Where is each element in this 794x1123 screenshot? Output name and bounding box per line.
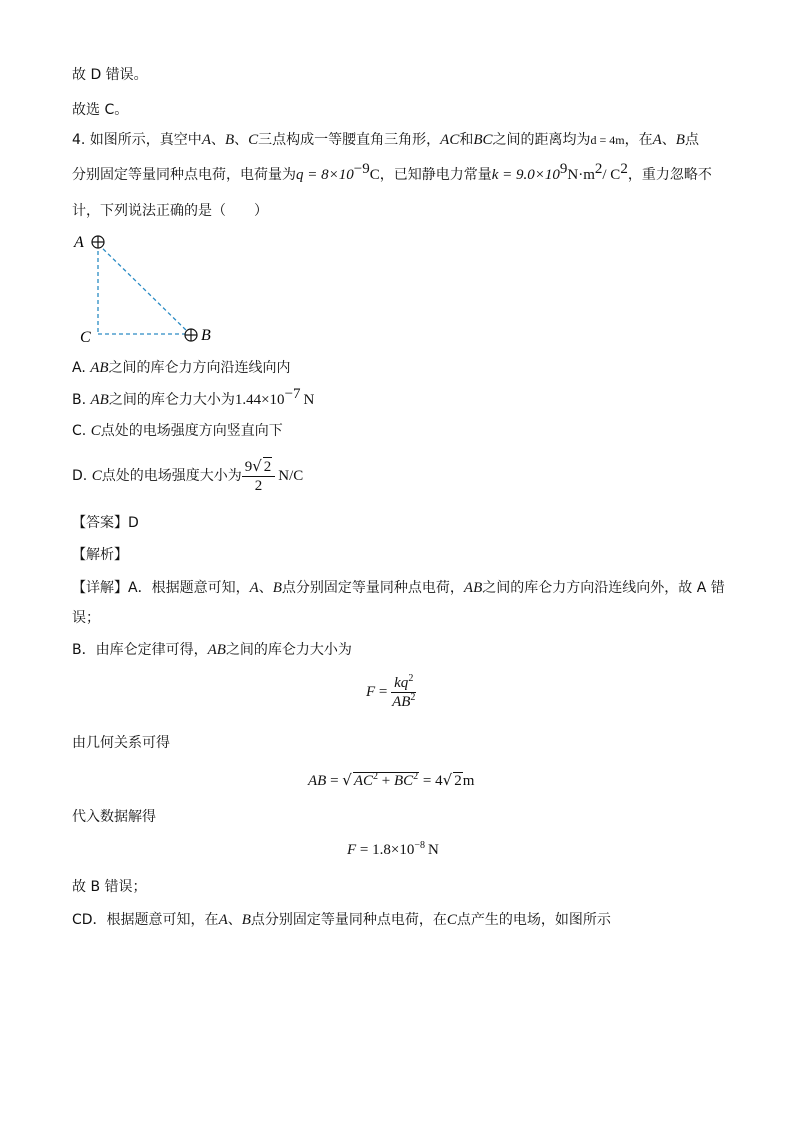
sqrt-icon: √ xyxy=(342,771,352,789)
detail-line-5: 代入数据解得 xyxy=(72,809,156,825)
line-prev-d: 故 D 错误。 xyxy=(72,67,148,83)
eq3-value: = 1.8×10 xyxy=(356,842,415,858)
detail-l7-c: 点产生的电场，如图所示 xyxy=(456,912,611,928)
eq2-equals: = xyxy=(326,773,343,789)
eq1-fraction xyxy=(391,674,416,711)
charge-b-icon xyxy=(185,329,197,341)
q-and: 和 xyxy=(459,132,474,148)
sqrt-icon: √ xyxy=(252,457,262,475)
eq1-equals: = xyxy=(375,683,392,700)
q-B2: B xyxy=(675,132,685,148)
q-d: d = 4m xyxy=(590,133,625,147)
eq2-unit: m xyxy=(462,773,475,789)
q-sep2: 、 xyxy=(234,132,249,148)
option-a-ab: AB xyxy=(90,360,109,376)
detail-line-4: 由几何关系可得 xyxy=(72,735,170,751)
detail-l7-B: B xyxy=(241,912,251,928)
detail-l3-b: 之间的库仑力大小为 xyxy=(225,642,352,658)
q2-k-exp2: 2 xyxy=(594,161,603,177)
detail-l7-C: C xyxy=(446,912,457,928)
detail-l7-sep: 、 xyxy=(227,912,242,928)
option-d-den: 2 xyxy=(254,478,263,494)
eq3-F: F xyxy=(347,842,357,858)
triangle-figure xyxy=(70,228,220,348)
q-BC: BC xyxy=(473,132,493,148)
label-a: A xyxy=(74,234,84,251)
option-a xyxy=(72,358,291,378)
q-mid2: 之间的距离均为 xyxy=(492,132,591,148)
q-A2: A xyxy=(652,132,662,148)
detail-l7-a: CD．根据题意可知，在 xyxy=(72,912,219,928)
answer-label: 【答案】 xyxy=(72,515,128,531)
option-b-text: 之间的库仑力大小为 xyxy=(108,392,235,408)
sqrt-icon: √ xyxy=(442,771,453,789)
question-line-2 xyxy=(72,161,712,185)
equation-geometry xyxy=(308,771,474,790)
label-b: B xyxy=(201,327,211,344)
detail-l3-a: B．由库仑定律可得， xyxy=(72,642,208,658)
eq2-ac: AC xyxy=(353,773,374,789)
q2-q-exp: −9 xyxy=(353,161,370,177)
q2-c: ，重力忽略不 xyxy=(627,167,712,183)
q2-k-exp3: 2 xyxy=(620,161,628,177)
eq1-den-exp: 2 xyxy=(410,692,416,703)
equation-coulomb xyxy=(366,674,416,711)
detail-l1-a: A．根据题意可知， xyxy=(128,580,250,596)
eq2-ac-exp: 2 xyxy=(373,771,379,782)
q2-k-exp: 9 xyxy=(559,161,568,177)
q-AC: AC xyxy=(440,132,460,148)
question-line-1 xyxy=(72,130,699,150)
option-d-prefix: D. xyxy=(72,468,92,484)
option-d-unit: N/C xyxy=(278,468,304,484)
label-c: C xyxy=(80,329,91,346)
option-c-c: C xyxy=(90,423,101,439)
option-d-text: 点处的电场强度大小为 xyxy=(101,468,242,484)
option-d-num-coef: 9 xyxy=(244,459,253,475)
detail-l1-AB: AB xyxy=(463,580,483,596)
q2-q: q = 8×10 xyxy=(296,167,354,183)
q-mid1: 三点构成一等腰直角三角形， xyxy=(258,132,441,148)
option-c-prefix: C. xyxy=(72,423,91,439)
q2-q-unit: C xyxy=(369,167,380,183)
answer-value: D xyxy=(128,515,139,531)
eq3-unit: N xyxy=(427,842,439,858)
eq1-num: kq xyxy=(394,675,409,691)
eq2-bc: BC xyxy=(394,773,414,789)
option-a-prefix: A. xyxy=(72,360,91,376)
eq2-bc-exp: 2 xyxy=(413,771,419,782)
detail-label: 【详解】 xyxy=(72,580,128,596)
option-c xyxy=(72,421,283,441)
detail-line-2: 误； xyxy=(72,610,100,626)
eq2-equals-2: = 4 xyxy=(419,773,443,789)
q-prefix: 4. 如图所示，真空中 xyxy=(72,132,202,148)
charge-a-icon xyxy=(92,236,104,248)
eq2-lhs: AB xyxy=(308,773,327,789)
eq1-num-exp: 2 xyxy=(408,673,414,684)
option-b-prefix: B. xyxy=(72,392,91,408)
answer-line xyxy=(72,513,139,533)
q2-k-unit: N·m xyxy=(567,167,595,183)
q-A: A xyxy=(201,132,211,148)
line-ab xyxy=(98,244,190,334)
option-b-unit: N xyxy=(303,392,315,408)
option-d-num-rad: 2 xyxy=(263,459,272,475)
q-sep3: 、 xyxy=(661,132,676,148)
detail-line-1 xyxy=(72,578,725,598)
q2-a: 分别固定等量同种点电荷，电荷量为 xyxy=(72,167,296,183)
detail-l3-AB: AB xyxy=(207,642,226,658)
eq1-F: F xyxy=(366,683,376,700)
eq1-den: AB xyxy=(392,694,411,710)
q2-k-unit2: / C xyxy=(602,167,621,183)
detail-l1-A: A xyxy=(249,580,259,596)
option-d-c: C xyxy=(91,468,102,484)
q-mid3: ，在 xyxy=(624,132,653,148)
detail-l7-A: A xyxy=(218,912,228,928)
eq2-rad: 2 xyxy=(454,773,462,789)
line-choose-c: 故选 C。 xyxy=(72,102,129,118)
detail-l1-sep: 、 xyxy=(258,580,273,596)
option-a-text: 之间的库仑力方向沿连线向内 xyxy=(108,360,291,376)
q-B: B xyxy=(224,132,235,148)
detail-line-7 xyxy=(72,910,611,930)
detail-line-6: 故 B 错误； xyxy=(72,879,147,895)
option-b-exp: −7 xyxy=(284,386,301,402)
q-sep1: 、 xyxy=(210,132,225,148)
option-d xyxy=(72,456,303,496)
detail-line-3 xyxy=(72,640,352,660)
q-end1: 点 xyxy=(684,132,699,148)
eq2-plus: + xyxy=(378,773,394,789)
analysis-label: 【解析】 xyxy=(72,547,128,563)
detail-l1-B: B xyxy=(272,580,282,596)
option-c-text: 点处的电场强度方向竖直向下 xyxy=(100,423,283,439)
q-C: C xyxy=(248,132,259,148)
q2-b: ，已知静电力常量 xyxy=(379,167,492,183)
detail-l1-b: 点分别固定等量同种点电荷， xyxy=(281,580,464,596)
option-b xyxy=(72,386,315,410)
option-b-ab: AB xyxy=(90,392,109,408)
question-line-3: 计，下列说法正确的是（ ） xyxy=(72,203,268,219)
eq3-exp: −8 xyxy=(414,840,425,851)
detail-l7-b: 点分别固定等量同种点电荷，在 xyxy=(250,912,447,928)
option-d-fraction xyxy=(242,457,276,495)
q2-k: k = 9.0×10 xyxy=(491,167,560,183)
equation-result xyxy=(347,842,439,859)
option-b-value: 1.44×10 xyxy=(234,392,285,408)
detail-l1-c: 之间的库仑力方向沿连线向外，故 A 错 xyxy=(482,580,725,596)
